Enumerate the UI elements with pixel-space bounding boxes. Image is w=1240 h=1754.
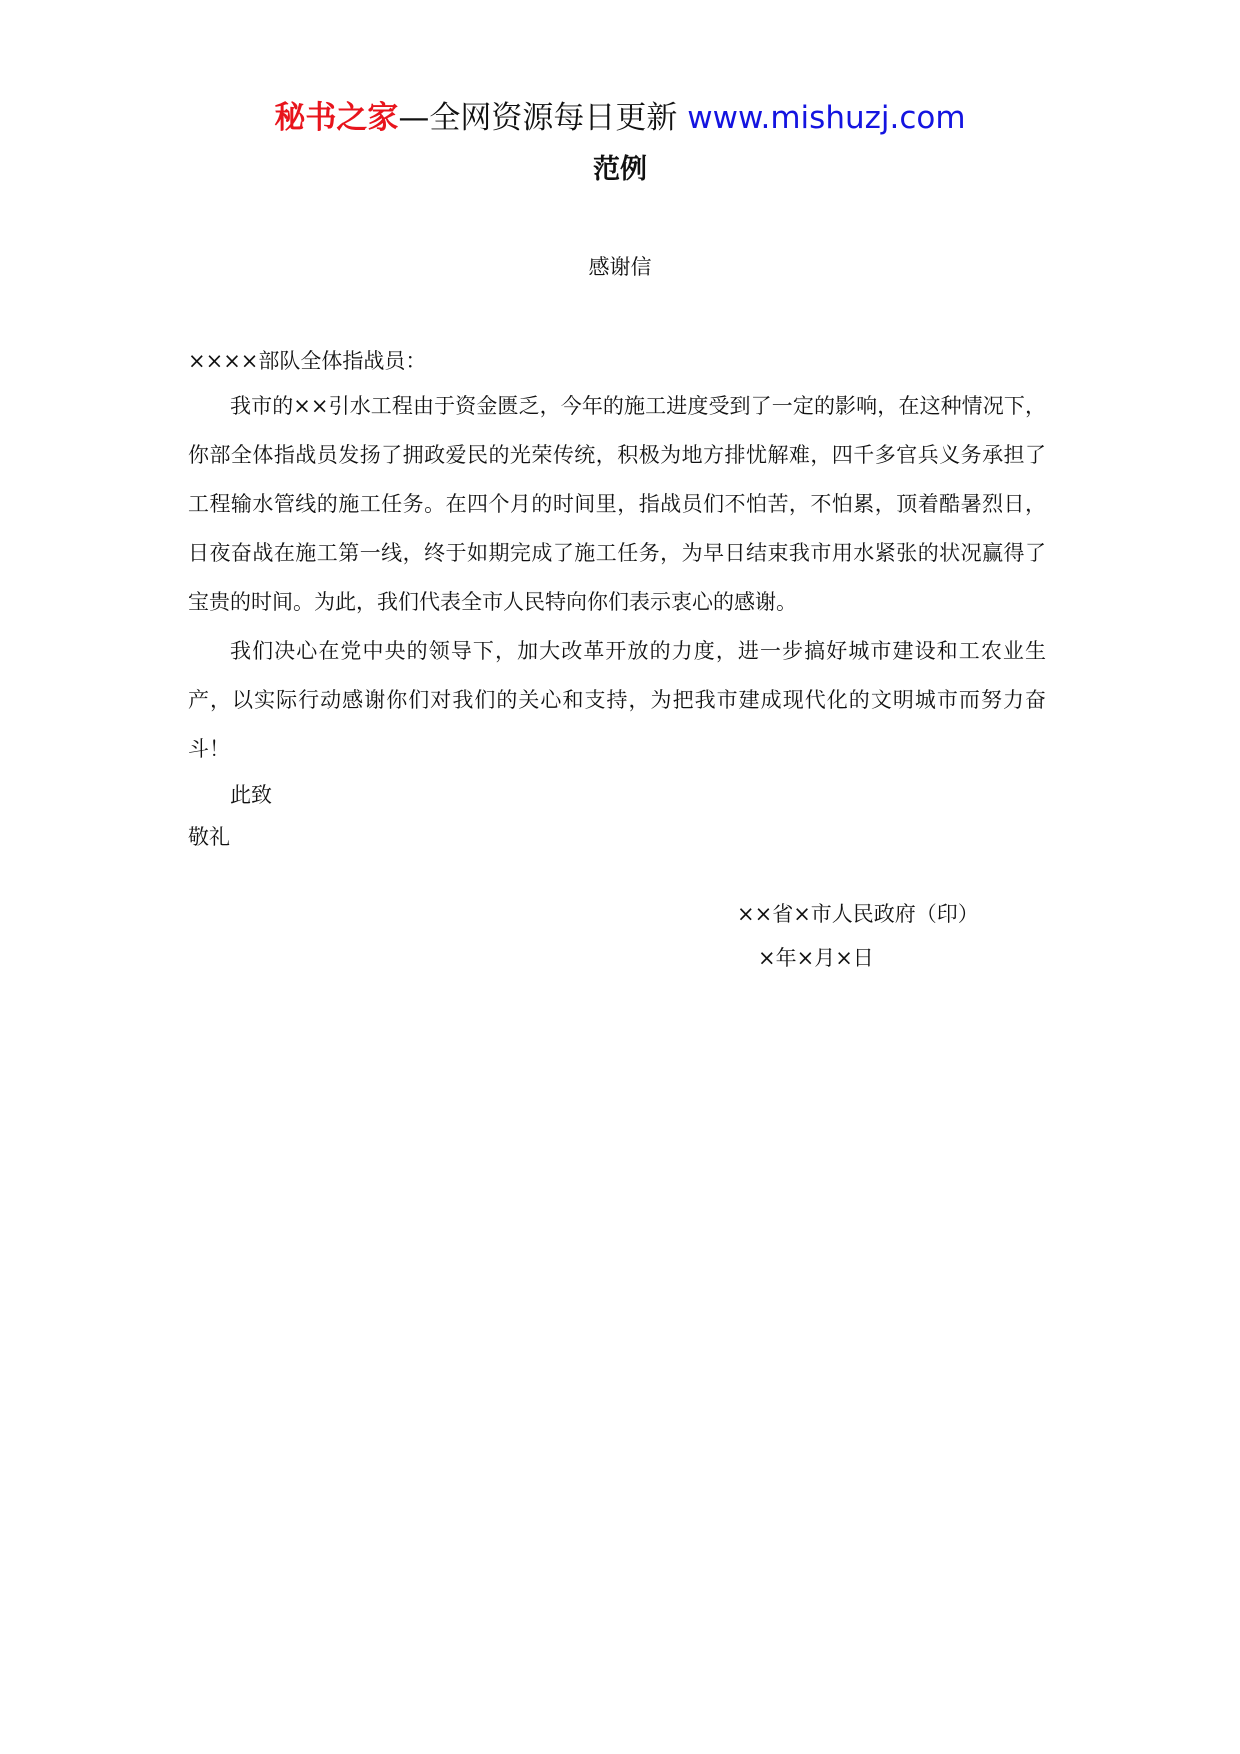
brand-name: 秘书之家 xyxy=(274,100,399,136)
letter-salutation: ××××部队全体指战员： xyxy=(188,349,427,373)
letter-date: ×年×月×日 xyxy=(758,946,874,970)
letter-paragraph-2: 我们决心在党中央的领导下，加大改革开放的力度，进一步搞好城市建设和工农业生产，以实际行动感谢你们对我们的关心和支持，为把我市建成现代化的文明城市而努力奋斗！ xyxy=(188,639,1046,761)
sender-name: ××省×市人民政府（印） xyxy=(737,902,979,926)
letter-paragraph-1: 我市的××引水工程由于资金匮乏，今年的施工进度受到了一定的影响，在这种情况下，你部全体指战员发扬了拥政爱民的光荣传统，积极为地方排忧解难，四千多官兵义务承担了工程输水管线的施工任务。在四个月的时间里，指战员们不怕苦，不怕累，顶着酷暑烈日，日夜奋战在施工第一线，终于如期完成了施工任务，为早日结束我市用水紧张的状况赢得了宝贵的时间。为此，我们代表全市人民特向你们表示衷心的感谢。 xyxy=(188,394,1046,614)
closing-regards: 此致 xyxy=(230,783,272,807)
letter-title: 感谢信 xyxy=(588,255,652,279)
closing-salute: 敬礼 xyxy=(188,825,230,849)
header-tagline: —全网资源每日更新 xyxy=(398,100,688,136)
letter-body xyxy=(188,340,1046,858)
signature-block xyxy=(737,892,979,980)
site-header xyxy=(0,98,1240,138)
page-subtitle: 范例 xyxy=(593,154,647,185)
site-url-link[interactable]: www.mishuzj.com xyxy=(687,100,966,136)
